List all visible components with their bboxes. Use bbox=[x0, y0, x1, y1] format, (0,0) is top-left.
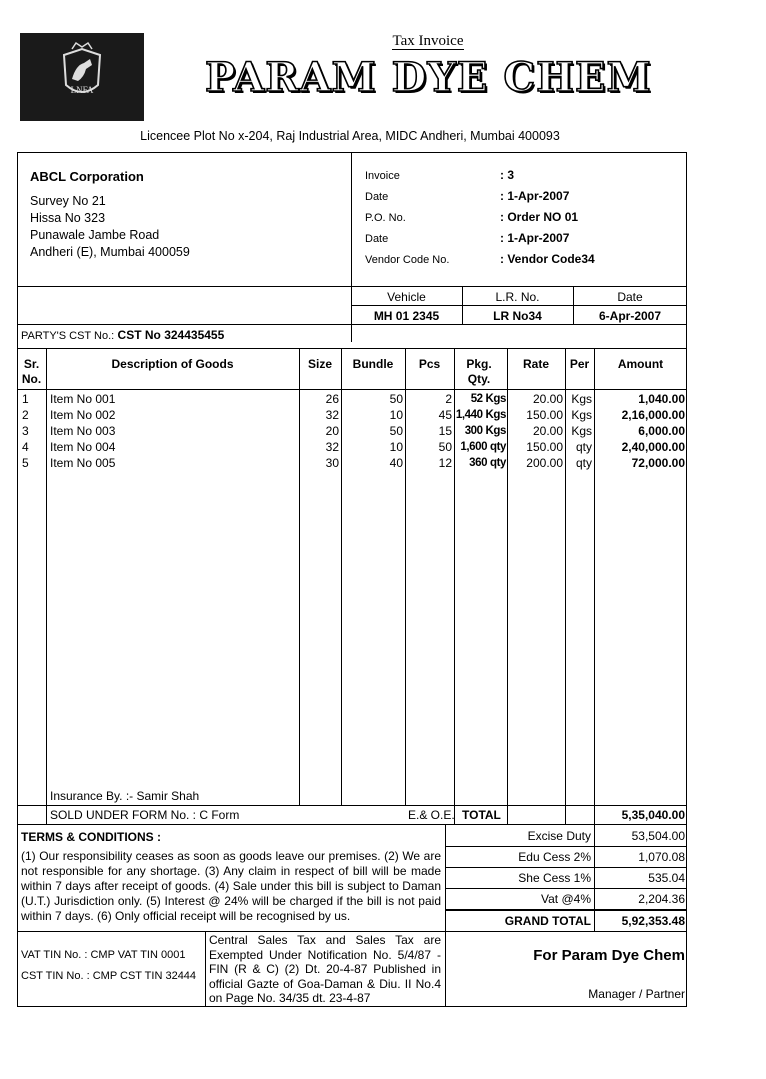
document-title: Tax Invoice bbox=[392, 33, 464, 49]
size-column: 26 32 20 32 30 bbox=[325, 392, 339, 470]
description-column: Item No 001 Item No 002 Item No 003 Item No 004 Item No 005 bbox=[50, 392, 116, 470]
terms-title: TERMS & CONDITIONS : bbox=[21, 830, 161, 844]
party-cst: PARTY'S CST No.: CST No 324435455 bbox=[21, 328, 225, 342]
company-name: PARAM DYE CHEM bbox=[205, 54, 652, 101]
vat-tin: VAT TIN No. : CMP VAT TIN 0001 bbox=[21, 949, 186, 961]
col-header-size: Size bbox=[307, 357, 332, 371]
vat-label: Vat @4% bbox=[541, 892, 591, 906]
col-header-pcs: Pcs bbox=[418, 357, 441, 371]
company-address: Licencee Plot No x-204, Raj Industrial Area, MIDC Andheri, Mumbai 400093 bbox=[140, 129, 560, 143]
edu-cess-label: Edu Cess 2% bbox=[518, 850, 591, 864]
signatory: Manager / Partner bbox=[588, 987, 685, 1001]
bundle-column: 50 10 50 10 40 bbox=[389, 392, 403, 470]
she-cess-value: 535.04 bbox=[648, 871, 685, 885]
date-header: Date bbox=[617, 290, 643, 304]
table-row: 4 bbox=[22, 440, 29, 454]
insurance-note: Insurance By. :- Samir Shah bbox=[50, 789, 200, 803]
table-row: 2 bbox=[22, 408, 29, 422]
logo-text: LNFA bbox=[70, 85, 94, 95]
transport-date-value: 6-Apr-2007 bbox=[598, 309, 662, 323]
for-company: For Param Dye Chem bbox=[533, 947, 685, 964]
buyer-address: Survey No 21 Hissa No 323 Punawale Jambe Road Andheri (E), Mumbai 400059 bbox=[30, 194, 190, 259]
col-header-sr: Sr. No. bbox=[21, 357, 42, 386]
sold-under-form: SOLD UNDER FORM No. : C Form bbox=[50, 808, 240, 822]
grand-total-value: 5,92,353.48 bbox=[621, 914, 685, 928]
lr-no-value: LR No34 bbox=[493, 309, 542, 323]
terms-text: (1) Our responsibility ceases as soon as goods leave our premises. (2) We are not responsible for any shortage. (3) Any claim in respect of bill will be made within 7 days after receipt of goods. (4) Sale under this bill is subject to Daman (U.T.) Jurisdiction only. (5) Interest @ 24% will be charged if the bill is not paid within 7 days. (6) Only official receipt will be recognised by us. bbox=[21, 849, 441, 923]
eoe-note: E.& O.E. bbox=[408, 808, 455, 822]
vehicle-header: Vehicle bbox=[387, 290, 426, 304]
col-header-per: Per bbox=[569, 357, 590, 371]
excise-duty-value: 53,504.00 bbox=[631, 829, 685, 843]
table-row: 5 bbox=[22, 456, 29, 470]
buyer-name: ABCL Corporation bbox=[30, 169, 144, 184]
excise-duty-label: Excise Duty bbox=[527, 829, 591, 843]
col-header-rate: Rate bbox=[522, 357, 549, 371]
cst-exemption-note: Central Sales Tax and Sales Tax are Exempted Under Notification No. 5/4/87 - FIN (R & C) (2) Dt. 20-4-87 Published in official Gazte of Goa-Daman & Diu. II No.4 on Page No. 34/35 dt. 23-4-87 bbox=[209, 933, 441, 1005]
amount-column: 1,040.00 2,16,000.00 6,000.00 2,40,000.00 72,000.00 bbox=[621, 392, 685, 470]
vehicle-value: MH 01 2345 bbox=[373, 309, 440, 323]
invoice-meta: Invoice : 3 Date : 1-Apr-2007 P.O. No. : Order NO 01 Date : 1-Apr-2007 Vendor Code No. : Vendor Code34 bbox=[365, 168, 595, 266]
total-value: 5,35,040.00 bbox=[621, 808, 685, 822]
col-header-description: Description of Goods bbox=[111, 357, 234, 371]
rate-column: 20.00 150.00 20.00 150.00 200.00 bbox=[526, 392, 563, 470]
col-header-amount: Amount bbox=[617, 357, 664, 371]
pkg-qty-column: 52 Kgs 1,440 Kgs 300 Kgs 1,600 qty 360 qty bbox=[455, 393, 506, 469]
total-label: TOTAL bbox=[462, 808, 501, 822]
col-header-bundle: Bundle bbox=[352, 357, 394, 371]
she-cess-label: She Cess 1% bbox=[518, 871, 591, 885]
edu-cess-value: 1,070.08 bbox=[638, 850, 685, 864]
sr-column bbox=[22, 391, 42, 471]
table-row: 1 bbox=[22, 392, 29, 406]
cst-tin: CST TIN No. : CMP CST TIN 32444 bbox=[21, 970, 197, 982]
per-column: Kgs Kgs Kgs qty qty bbox=[571, 392, 592, 470]
vat-value: 2,204.36 bbox=[638, 892, 685, 906]
grand-total-label: GRAND TOTAL bbox=[504, 914, 591, 928]
lr-no-header: L.R. No. bbox=[495, 290, 540, 304]
pcs-column: 2 45 15 50 12 bbox=[438, 392, 452, 470]
col-header-pkg-qty: Pkg. Qty. bbox=[466, 357, 492, 386]
table-row: 3 bbox=[22, 424, 29, 438]
